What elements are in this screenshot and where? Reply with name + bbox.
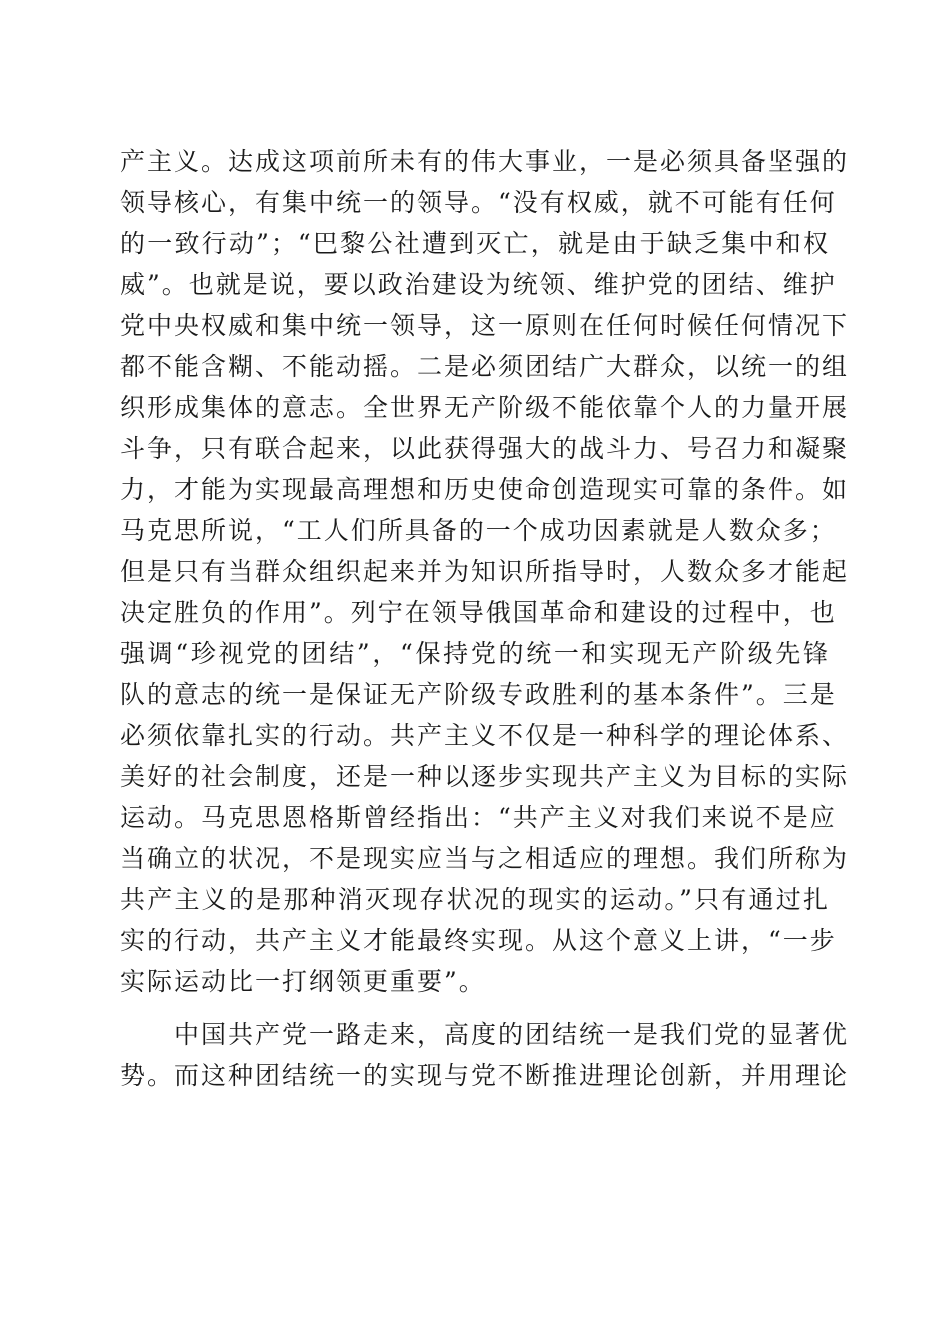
text-line: 领导核心，有集中统一的领导。“没有权威，就不可能有任何 <box>120 188 837 217</box>
text-line: 决定胜负的作用”。列宁在领导俄国革命和建设的过程中，也 <box>120 598 837 627</box>
text-line: 但是只有当群众组织起来并为知识所指导时，人数众多才能起 <box>120 557 850 586</box>
paragraph-spacer <box>120 1002 830 1014</box>
text-line: 运动。马克思恩格斯曾经指出：“共产主义对我们来说不是应 <box>120 803 837 832</box>
text-line: 产主义。达成这项前所未有的伟大事业，一是必须具备坚强的 <box>120 147 850 176</box>
text-line: 实的行动，共产主义才能最终实现。从这个意义上讲，“一步 <box>120 926 837 955</box>
text-line: 当确立的状况，不是现实应当与之相适应的理想。我们所称为 <box>120 844 850 873</box>
text-line: 共产主义的是那种消灭现存状况的现实的运动。”只有通过扎 <box>120 885 830 914</box>
text-line: 中国共产党一路走来，高度的团结统一是我们党的显著优 <box>174 1020 850 1049</box>
paragraph-1 <box>120 141 850 1002</box>
text-line: 马克思所说，“工人们所具备的一个成功因素就是人数众多； <box>120 516 837 545</box>
text-line: 实际运动比一打纲领更重要”。 <box>120 967 486 996</box>
text-line: 织形成集体的意志。全世界无产阶级不能依靠个人的力量开展 <box>120 393 850 422</box>
text-line: 势。而这种团结统一的实现与党不断推进理论创新，并用理论 <box>120 1061 850 1090</box>
text-line: 必须依靠扎实的行动。共产主义不仅是一种科学的理论体系、 <box>120 721 850 750</box>
text-line: 斗争，只有联合起来，以此获得强大的战斗力、号召力和凝聚 <box>120 434 850 463</box>
text-line: 的一致行动”；“巴黎公社遭到灭亡，就是由于缺乏集中和权 <box>120 229 830 258</box>
text-line: 强调“珍视党的团结”，“保持党的统一和实现无产阶级先锋 <box>120 639 830 668</box>
body-text <box>120 141 850 1096</box>
text-line: 美好的社会制度，还是一种以逐步实现共产主义为目标的实际 <box>120 762 850 791</box>
paragraph-2 <box>120 1014 850 1096</box>
text-line: 党中央权威和集中统一领导，这一原则在任何时候任何情况下 <box>120 311 850 340</box>
text-line: 都不能含糊、不能动摇。二是必须团结广大群众，以统一的组 <box>120 352 850 381</box>
text-line: 队的意志的统一是保证无产阶级专政胜利的基本条件”。三是 <box>120 680 837 709</box>
text-line: 威”。也就是说，要以政治建设为统领、维护党的团结、维护 <box>120 270 837 299</box>
text-line: 力，才能为实现最高理想和历史使命创造现实可靠的条件。如 <box>120 475 850 504</box>
